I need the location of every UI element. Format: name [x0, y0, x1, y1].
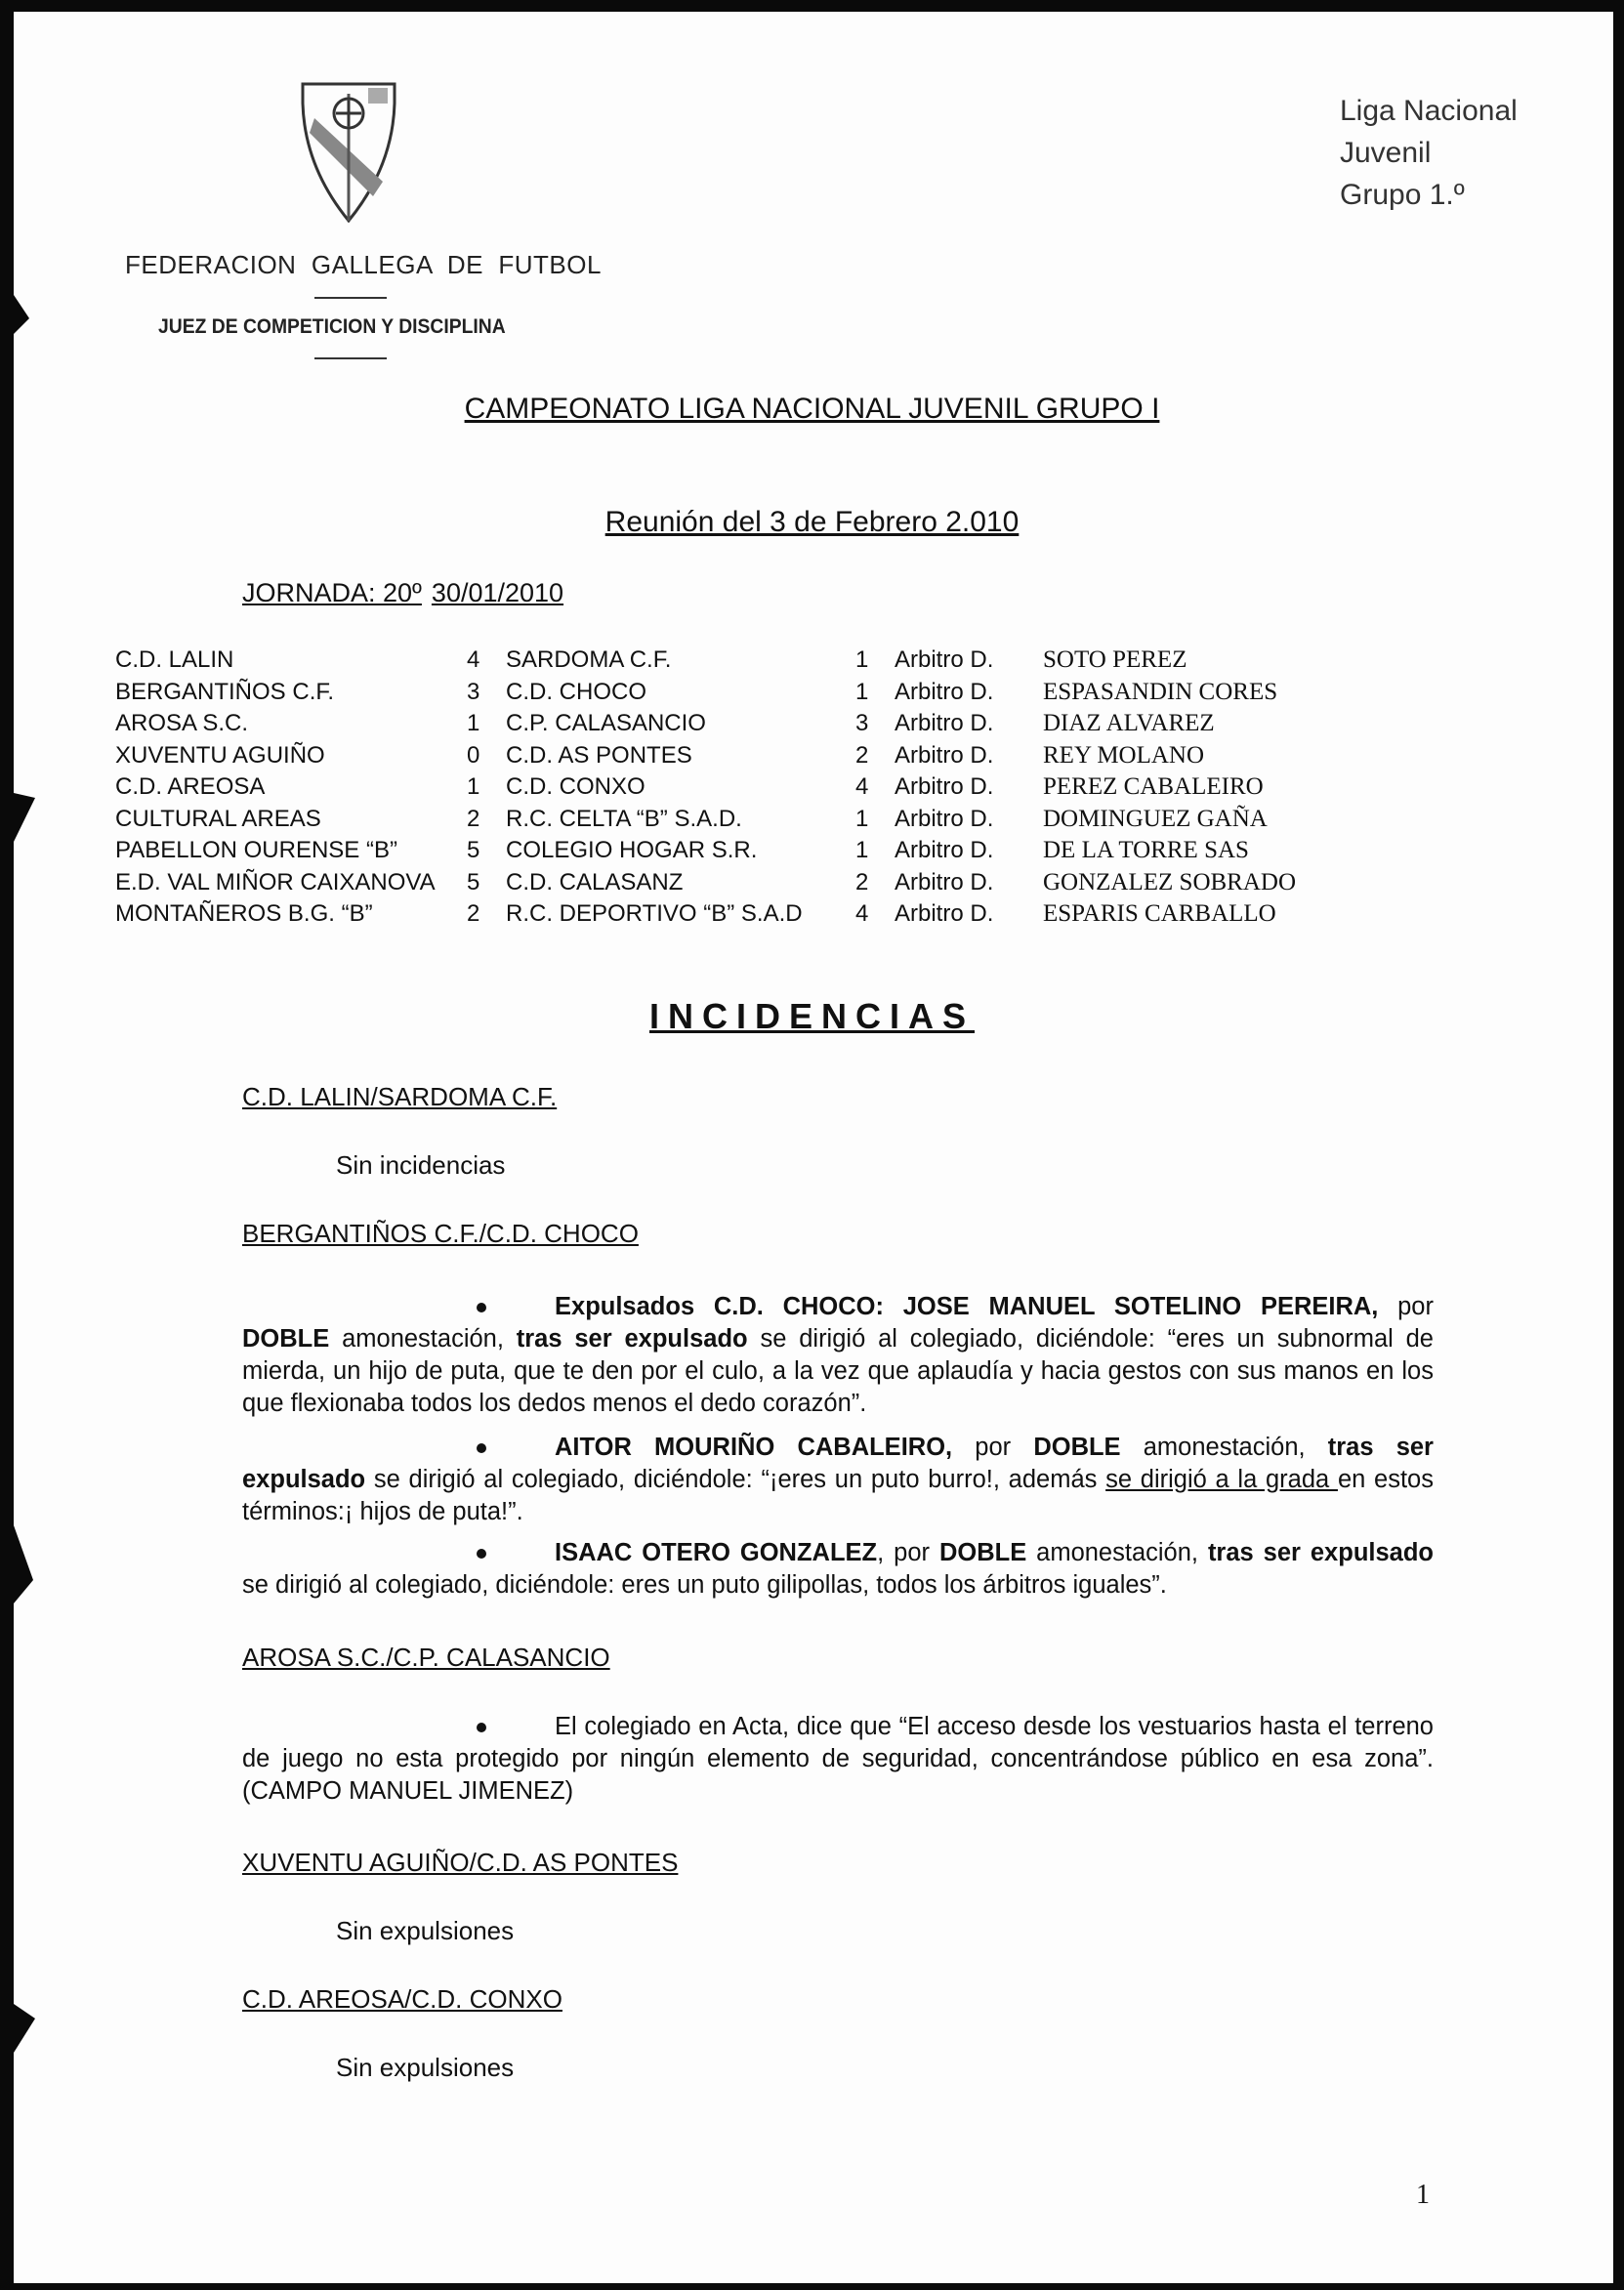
result-away: C.D. CHOCO: [506, 678, 646, 705]
result-away: C.D. AS PONTES: [506, 741, 692, 769]
section-text: Sin expulsiones: [336, 2053, 515, 2082]
text-fragment: DOBLE: [242, 1325, 330, 1353]
result-referee: ESPARIS CARBALLO: [1043, 900, 1276, 927]
text-fragment: se dirigió a la grada: [1105, 1466, 1338, 1493]
incidents-heading: INCIDENCIAS: [648, 996, 976, 1036]
results-table: [115, 645, 1296, 931]
result-role: Arbitro D.: [895, 773, 994, 800]
result-home-score: 3: [467, 678, 480, 705]
result-row: [115, 898, 1296, 931]
result-home: PABELLON OURENSE “B”: [115, 837, 397, 863]
text-fragment: tras ser expulsado: [516, 1325, 748, 1353]
result-referee: SOTO PEREZ: [1043, 646, 1187, 673]
incident-paragraph: [242, 1537, 1434, 1602]
result-away: R.C. CELTA “B” S.A.D.: [506, 805, 742, 832]
result-referee: GONZALEZ SOBRADO: [1043, 868, 1297, 895]
result-away: C.D. CONXO: [506, 773, 645, 800]
result-referee: REY MOLANO: [1043, 741, 1205, 769]
result-role: Arbitro D.: [895, 805, 994, 832]
result-row: [115, 645, 1296, 677]
result-row: [115, 771, 1296, 804]
incident-paragraph: [242, 1711, 1434, 1808]
result-home-score: 4: [467, 646, 480, 673]
result-home: CULTURAL AREAS: [115, 805, 321, 832]
result-away-score: 1: [855, 805, 869, 832]
result-home-score: 1: [467, 773, 480, 800]
result-row: [115, 835, 1296, 867]
result-role: Arbitro D.: [895, 678, 994, 705]
result-role: Arbitro D.: [895, 646, 994, 673]
result-away: COLEGIO HOGAR S.R.: [506, 837, 758, 863]
page-number: 1: [1416, 2180, 1430, 2210]
result-referee: DOMINGUEZ GAÑA: [1043, 805, 1268, 832]
result-role: Arbitro D.: [895, 741, 994, 769]
text-fragment: amonestación,: [1120, 1434, 1328, 1461]
section-heading: C.D. LALIN/SARDOMA C.F.: [242, 1082, 558, 1111]
federation-subtitle: JUEZ DE COMPETICION Y DISCIPLINA: [158, 315, 506, 338]
result-home-score: 2: [467, 900, 480, 927]
result-referee: DE LA TORRE SAS: [1043, 837, 1249, 863]
document-page: [14, 12, 1613, 2283]
result-home-score: 2: [467, 805, 480, 832]
league-line: Juvenil: [1340, 137, 1432, 169]
text-fragment: en estos términos:¡ hijos de puta!”.: [242, 1466, 1434, 1525]
text-fragment: por: [952, 1434, 1034, 1461]
player-name: AITOR MOURIÑO CABALEIRO,: [555, 1434, 953, 1461]
result-home-score: 0: [467, 741, 480, 769]
text-fragment: El colegiado en Acta, dice que “El acceso desde los vestuarios hasta el terreno de juego no esta protegido por ningún elemento de seguridad, concentrándose público en esa zona”. (CAMPO MANUEL JIMENEZ): [242, 1713, 1434, 1805]
league-line: Liga Nacional: [1340, 95, 1518, 127]
divider: [314, 297, 387, 299]
result-away-score: 2: [855, 741, 869, 769]
league-label: [1340, 90, 1518, 216]
federation-name: FEDERACION GALLEGA DE FUTBOL: [125, 250, 602, 279]
result-home: MONTAÑEROS B.G. “B”: [115, 900, 373, 927]
torn-edge: [14, 2004, 35, 2053]
text-fragment: tras ser expulsado: [242, 1434, 1434, 1493]
torn-edge: [14, 1525, 33, 1603]
player-name: Expulsados C.D. CHOCO: JOSE MANUEL SOTELINO PEREIRA,: [555, 1293, 1379, 1320]
result-away-score: 1: [855, 678, 869, 705]
result-role: Arbitro D.: [895, 868, 994, 895]
divider: [314, 357, 387, 359]
result-row: [115, 708, 1296, 740]
text-fragment: se dirigió al colegiado, diciéndole: “eres un subnormal de mierda, un hijo de puta, que te den por el culo, a la vez que aplaudía y hacia gestos con sus manos en los que flexionaba todos los dedos menos el dedo corazón”.: [242, 1325, 1434, 1417]
section-heading: XUVENTU AGUIÑO/C.D. AS PONTES: [242, 1848, 679, 1877]
result-referee: DIAZ ALVAREZ: [1043, 710, 1215, 736]
text-fragment: DOBLE: [1033, 1434, 1121, 1461]
result-away: R.C. DEPORTIVO “B” S.A.D: [506, 900, 803, 927]
text-fragment: amonestación,: [1026, 1539, 1208, 1566]
round-info: [242, 578, 573, 608]
round-date: 30/01/2010: [431, 578, 564, 607]
result-away-score: 2: [855, 868, 869, 895]
result-role: Arbitro D.: [895, 710, 994, 736]
incident-paragraph: [242, 1432, 1434, 1528]
result-away-score: 4: [855, 900, 869, 927]
text-fragment: , por: [877, 1539, 939, 1566]
result-row: [115, 804, 1296, 836]
section-heading: C.D. AREOSA/C.D. CONXO: [242, 1984, 562, 2014]
text-fragment: se dirigió al colegiado, diciéndole: eres un puto gilipollas, todos los árbitros iguales”.: [242, 1571, 1167, 1599]
result-home-score: 5: [467, 868, 480, 895]
bullet-icon: [477, 1549, 486, 1559]
league-line: Grupo 1.º: [1340, 179, 1465, 211]
meeting-date: Reunión del 3 de Febrero 2.010: [604, 506, 1020, 538]
federation-crest-icon: [295, 74, 402, 230]
incident-paragraph: [242, 1291, 1434, 1420]
result-role: Arbitro D.: [895, 900, 994, 927]
bullet-icon: [477, 1443, 486, 1453]
result-away-score: 3: [855, 710, 869, 736]
torn-edge: [14, 793, 35, 842]
player-name: ISAAC OTERO GONZALEZ: [555, 1539, 878, 1566]
round-label: JORNADA: 20º: [242, 578, 422, 607]
text-fragment: se dirigió al colegiado, diciéndole: “¡eres un puto burro!, además: [365, 1466, 1106, 1493]
result-home: C.D. LALIN: [115, 646, 234, 673]
result-home: BERGANTIÑOS C.F.: [115, 678, 335, 705]
result-home: XUVENTU AGUIÑO: [115, 741, 325, 769]
result-home: AROSA S.C.: [115, 710, 249, 736]
result-home-score: 5: [467, 837, 480, 863]
text-fragment: por: [1378, 1293, 1434, 1320]
result-row: [115, 867, 1296, 899]
result-away: C.D. CALASANZ: [506, 868, 684, 895]
torn-edge: [14, 295, 29, 334]
result-role: Arbitro D.: [895, 837, 994, 863]
document-title: CAMPEONATO LIGA NACIONAL JUVENIL GRUPO I: [464, 393, 1160, 425]
result-away-score: 4: [855, 773, 869, 800]
text-fragment: tras ser expulsado: [1207, 1539, 1434, 1566]
section-heading: BERGANTIÑOS C.F./C.D. CHOCO: [242, 1219, 639, 1248]
text-fragment: amonestación,: [329, 1325, 517, 1353]
result-away-score: 1: [855, 646, 869, 673]
result-referee: PEREZ CABALEIRO: [1043, 773, 1264, 800]
bullet-icon: [477, 1723, 486, 1732]
result-row: [115, 677, 1296, 709]
result-away: C.P. CALASANCIO: [506, 710, 706, 736]
section-text: Sin incidencias: [336, 1150, 506, 1180]
result-home-score: 1: [467, 710, 480, 736]
text-fragment: DOBLE: [938, 1539, 1027, 1566]
section-text: Sin expulsiones: [336, 1916, 515, 1945]
result-referee: ESPASANDIN CORES: [1043, 678, 1278, 705]
section-heading: AROSA S.C./C.P. CALASANCIO: [242, 1643, 610, 1672]
result-row: [115, 740, 1296, 772]
result-home: E.D. VAL MIÑOR CAIXANOVA: [115, 868, 436, 895]
result-away: SARDOMA C.F.: [506, 646, 672, 673]
result-home: C.D. AREOSA: [115, 773, 266, 800]
result-away-score: 1: [855, 837, 869, 863]
bullet-icon: [477, 1303, 486, 1312]
